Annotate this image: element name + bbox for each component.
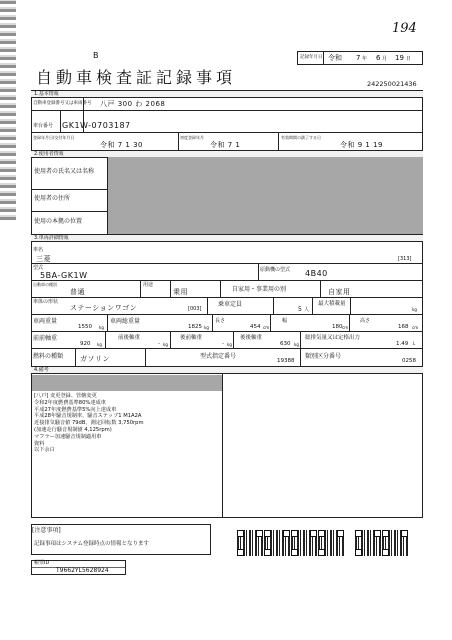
weight-value: 1550 [78,324,92,330]
chassis-value: GK1W-0703187 [62,121,131,130]
front-front-axle-value: 920 [80,341,91,347]
note-line: 以下余白 [34,447,55,454]
business-label: 自家用・事業用の別 [232,286,287,293]
qr-code-icon [291,530,317,556]
business-value: 自家用 [328,288,351,296]
scan-edge-artifact [0,0,16,220]
class-number-label: 類別区分番号 [305,353,342,360]
section-basic-header: 1.基本情報 [31,90,423,98]
notice-box [31,524,211,555]
note-line: (加速走行騒音規制値 4,125rpm) [34,426,112,433]
rear-front-axle-label: 後前軸重 [180,335,203,341]
model-value: 5BA-GK1W [40,271,88,280]
record-date-year: 7 [356,54,361,62]
expiry-value: 令和 9 1 19 [340,141,383,149]
note-line: [八戸] 変更登録、管轄変更 [34,393,97,399]
maxload-unit: kg [412,307,417,312]
form-id-value: T9662YL5628924 [56,567,109,574]
rear-front-axle-value: - [222,341,224,347]
notice-label: [注意事項] [32,527,61,534]
first-reg-value: 令和 7 1 30 [100,141,143,149]
record-date-day: 19 [395,54,404,62]
class-number-value: 0258 [402,358,416,364]
engine-value: 4B40 [305,269,328,278]
body-value: ステーションワゴン [70,304,138,312]
model-label: 型式 [33,265,44,271]
maker-value: 三菱 [36,255,51,263]
gross-value: 1825 [188,324,202,330]
height-label: 高さ [360,318,371,324]
qr-code-icon [355,530,381,556]
reg-number-label: 自動車登録番号又は車両番号 [33,101,92,106]
page-title: 自動車検査証記録事項 [36,68,237,87]
page-number: 194 [392,21,417,36]
note-line: 令和2年度燃費基準80%達成車 [34,399,106,406]
front-rear-axle-value: - [158,341,160,347]
form-id-box [31,560,126,575]
length-label: 長さ [215,318,226,324]
fuel-label: 燃料の種類 [33,353,64,360]
body-label: 車体の形状 [33,299,59,305]
first-reg-label: 登録年月日/交付年月日 [33,135,75,140]
displacement-value: 1.49 [396,341,409,347]
record-date-label: 記録年月日 [300,55,323,60]
notice-text: 記録事項はシステム登録時点の情報となります [34,541,149,547]
rear-rear-axle-value: 630 [280,341,291,347]
expiry-label: 有効期間の満了する日 [281,135,321,140]
user-base-label: 使用の本拠の位置 [34,218,83,225]
maxload-label: 最大積載量 [318,301,346,307]
use-label: 用途 [143,282,154,288]
body-code: [003] [188,306,202,312]
chassis-label: 車台番号 [33,123,54,129]
note-line: 平成27年度燃費基準5%向上達成車 [34,406,117,413]
weight-label: 車両重量 [33,318,58,325]
document-number: 242250021436 [367,80,417,88]
user-address-label: 使用者の住所 [34,195,71,202]
section-notes-header: 4.備考 [31,366,423,374]
record-date-month: 6 [376,54,381,62]
gross-label: 車両総重量 [110,318,141,325]
kind-label: 自動車の種別 [33,282,57,287]
record-date-era: 令和 [328,54,342,62]
type-number-value: 19388 [277,358,295,364]
height-value: 168 [398,324,409,330]
redacted-user-info [108,157,423,234]
width-value: 180 [332,324,343,330]
capacity-label: 乗車定員 [218,301,243,308]
first-reg-month-value: 令和 7 1 [210,141,241,149]
note-line: 資料 [34,440,45,447]
record-date-box: 記録年月日 令和 7 年 6 月 19 日 [297,51,423,65]
qr-code-icon [318,530,344,556]
redacted-notes-header [32,375,222,391]
type-number-label: 型式指定番号 [200,353,237,360]
qr-code-icon [264,530,290,556]
rear-rear-axle-label: 後後軸重 [240,335,263,341]
note-line: マフラー加速騒音規制適用車 [34,433,102,440]
capacity-value: 5 [298,306,302,313]
fuel-value: ガソリン [80,355,110,363]
note-line: 平成28年騒音規制車、騒音ステップ1 M1A2A [34,413,142,420]
use-value: 乗用 [173,288,188,296]
maker-code: [313] [398,256,412,262]
section-user-header: 2.使用者情報 [31,150,423,158]
qr-code-icon [382,530,408,556]
front-front-axle-label: 前前軸重 [33,335,58,342]
width-label: 幅 [282,318,288,324]
note-line: 近接排気騒音値 79dB、測定回転数 3,750rpm [34,420,144,427]
user-name-label: 使用者の氏名又は名称 [34,168,95,175]
qr-code-icon [237,530,263,556]
front-rear-axle-label: 前後軸重 [118,335,141,341]
first-reg-month-label: 初度登録年月 [180,135,204,140]
engine-label: 原動機の型式 [260,267,291,273]
reg-number-value: 八戸 300 わ 2068 [100,100,166,108]
form-id-label: 帳票ID [34,560,50,566]
section-vehicle-header: 3.車両詳細情報 [31,234,423,242]
displacement-label: 総排気量又は定格出力 [305,335,361,341]
maker-label: 車名 [33,247,44,253]
mark-b: B [93,51,99,60]
kind-value: 普通 [70,288,85,296]
length-value: 454 [250,324,261,330]
notes-list [34,394,220,455]
